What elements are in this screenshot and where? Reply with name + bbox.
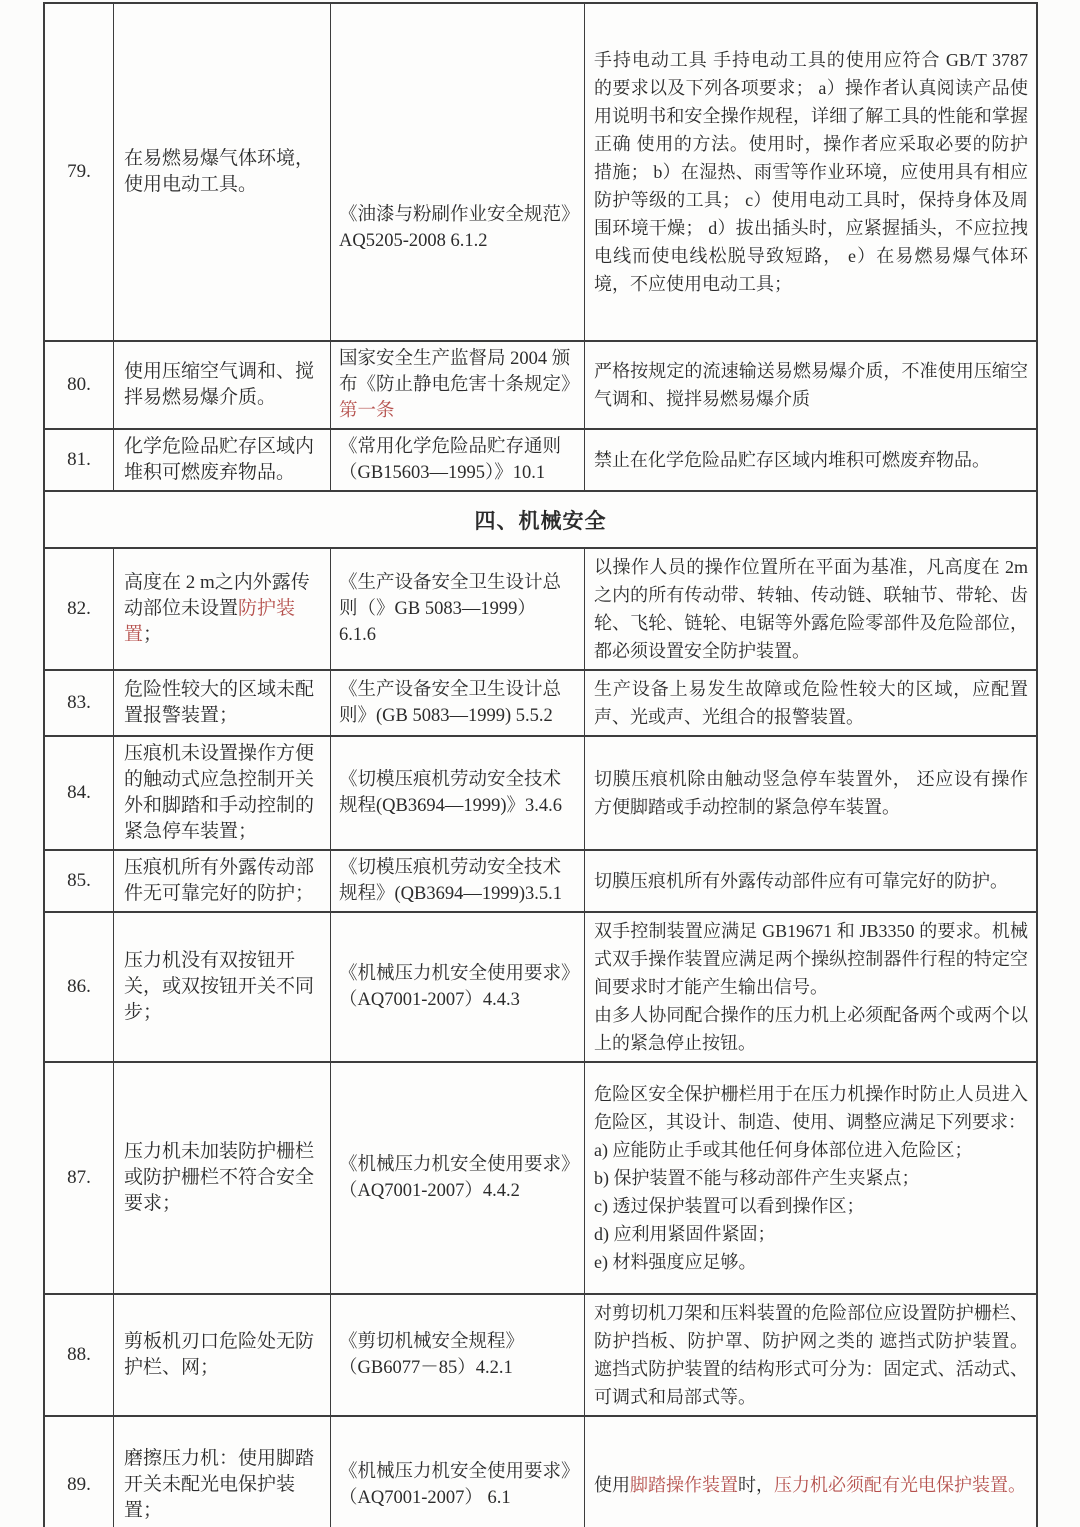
row-number: 79. xyxy=(45,4,114,340)
hazard-description: 高度在 2 m之内外露传动部位未设置防护装置； xyxy=(124,572,310,645)
hazard-description-cell xyxy=(114,671,331,735)
requirement-text: 切膜压痕机除由触动竖急停车装置外， 还应设有操作方便脚踏或手动控制的紧急停车装置。 xyxy=(594,769,1028,817)
standard-reference: 《切模压痕机劳动安全技术规程(QB3694—1999)》3.4.6 xyxy=(339,770,563,816)
standard-reference-cell xyxy=(331,342,585,428)
standard-reference-cell xyxy=(331,4,585,340)
requirement-text: 双手控制装置应满足 GB19671 和 JB3350 的要求。机械式双手操作装置应满足两个操纵控制器件行程的特定空间要求时才能产生输出信号。 由多人协同配合操作的压力机上必须配备两个或两个以上的紧急停止按钮。 xyxy=(594,921,1028,1053)
standard-reference-cell xyxy=(331,430,585,490)
standard-reference: 《机械压力机安全使用要求》（AQ7001-2007）4.4.2 xyxy=(339,1155,571,1201)
requirement-cell xyxy=(585,549,1036,669)
safety-hazard-table xyxy=(43,2,1038,1527)
standard-reference-cell xyxy=(331,737,585,849)
table-row xyxy=(45,342,1036,430)
table-row xyxy=(45,851,1036,913)
row-number: 80. xyxy=(45,342,114,428)
row-number: 84. xyxy=(45,737,114,849)
hazard-description: 剪板机刃口危险处无防护栏、网； xyxy=(124,1331,315,1378)
hazard-description-cell xyxy=(114,342,331,428)
standard-reference: 国家安全生产监督局 2004 颁布《防止静电危害十条规定》第一条 xyxy=(339,349,580,421)
row-number: 89. xyxy=(45,1417,114,1527)
standard-reference-cell xyxy=(331,1063,585,1293)
row-number: 83. xyxy=(45,671,114,735)
standard-reference: 《生产设备安全卫生设计总则》(GB 5083—1999) 5.5.2 xyxy=(339,680,562,726)
standard-reference-cell xyxy=(331,851,585,911)
requirement-cell xyxy=(585,1295,1036,1415)
requirement-cell xyxy=(585,342,1036,428)
table-row xyxy=(45,913,1036,1063)
standard-reference-cell xyxy=(331,671,585,735)
red-highlight-text: 防护装置 xyxy=(124,598,296,645)
section-row xyxy=(45,492,1036,549)
requirement-cell xyxy=(585,1063,1036,1293)
red-highlight-text: 脚踏操作装置 xyxy=(630,1475,738,1495)
requirement-text: 使用脚踏操作装置时，压力机必须配有光电保护装置。 xyxy=(594,1475,1026,1495)
standard-reference: 《机械压力机安全使用要求》（AQ7001-2007）4.4.3 xyxy=(339,964,571,1010)
requirement-text: 严格按规定的流速输送易燃易爆介质，不准使用压缩空气调和、搅拌易燃易爆介质 xyxy=(594,361,1028,409)
hazard-description-cell xyxy=(114,1417,331,1527)
hazard-description: 在易燃易爆气体环境，使用电动工具。 xyxy=(124,148,315,195)
standard-reference: 《剪切机械安全规程》（GB6077－85）4.2.1 xyxy=(339,1332,525,1378)
hazard-description: 使用压缩空气调和、搅拌易燃易爆介质。 xyxy=(124,361,315,408)
hazard-description-cell xyxy=(114,549,331,669)
hazard-description-cell xyxy=(114,4,331,340)
requirement-cell xyxy=(585,737,1036,849)
hazard-description: 压痕机未设置操作方便的触动式应急控制开关外和脚踏和手动控制的紧急停车装置； xyxy=(124,743,315,842)
standard-reference: 《切模压痕机劳动安全技术规程》(QB3694—1999)3.5.1 xyxy=(339,858,563,904)
hazard-description: 危险性较大的区域未配置报警装置； xyxy=(124,679,315,726)
hazard-description: 压力机没有双按钮开关，或双按钮开关不同步； xyxy=(124,950,315,1023)
row-number: 87. xyxy=(45,1063,114,1293)
requirement-text: 对剪切机刀架和压料装置的危险部位应设置防护栅栏、防护挡板、防护罩、防护网之类的 遮挡式防护装置。遮挡式防护装置的结构形式可分为：固定式、活动式、可调式和局部式等。 xyxy=(594,1303,1028,1407)
requirement-cell xyxy=(585,671,1036,735)
requirement-text: 危险区安全保护栅栏用于在压力机操作时防止人员进入危险区，其设计、制造、使用、调整应满足下列要求： a) 应能防止手或其他任何身体部位进入危险区； b) 保护装置不能与移动部件产生夹紧点； c) 透过保护装置可以看到操作区； d) 应利用紧固件紧固； e) 材料强度应足够。 xyxy=(594,1084,1028,1272)
standard-reference: 《油漆与粉刷作业安全规范》AQ5205-2008 6.1.2 xyxy=(339,205,571,251)
red-highlight-text: 第一条 xyxy=(339,401,395,421)
standard-reference-cell xyxy=(331,549,585,669)
requirement-cell xyxy=(585,851,1036,911)
standard-reference: 《常用化学危险品贮存通则（GB15603—1995）》10.1 xyxy=(339,437,562,483)
hazard-description-cell xyxy=(114,851,331,911)
standard-reference: 《机械压力机安全使用要求》（AQ7001-2007） 6.1 xyxy=(339,1462,571,1508)
requirement-text: 以操作人员的操作位置所在平面为基准，凡高度在 2m 之内的所有传动带、转轴、传动链、联轴节、带轮、齿轮、飞轮、链轮、电锯等外露危险零部件及危险部位，都必须设置安全防护装置。 xyxy=(594,557,1028,661)
requirement-cell xyxy=(585,1417,1036,1527)
hazard-description: 化学危险品贮存区域内堆积可燃废弃物品。 xyxy=(124,436,315,483)
row-number: 85. xyxy=(45,851,114,911)
requirement-cell xyxy=(585,913,1036,1061)
standard-reference-cell xyxy=(331,1295,585,1415)
table-row xyxy=(45,430,1036,492)
standard-reference-cell xyxy=(331,913,585,1061)
table-row xyxy=(45,1295,1036,1417)
requirement-cell xyxy=(585,4,1036,340)
requirement-text: 生产设备上易发生故障或危险性较大的区域，应配置声、光或声、光组合的报警装置。 xyxy=(594,679,1028,727)
hazard-description-cell xyxy=(114,737,331,849)
row-number: 81. xyxy=(45,430,114,490)
requirement-text: 手持电动工具 手持电动工具的使用应符合 GB/T 3787 的要求以及下列各项要求； a）操作者认真阅读产品使用说明书和安全操作规程，详细了解工具的性能和掌握正确 使用的方法。使用时，操作者应采取必要的防护措施； b）在湿热、雨雪等作业环境，应使用具有相应防护等级的工具； c）使用电动工具时，保持身体及周围环境干燥； d）拔出插头时，应紧握插头，不应拉拽电线而使电线松脱导致短路， e）在易燃易爆气体环境，不应使用电动工具； xyxy=(594,50,1028,294)
red-highlight-text: 压力机必须配有光电保护装置。 xyxy=(774,1475,1026,1495)
hazard-description: 压力机未加装防护栅栏或防护栅栏不符合安全要求； xyxy=(124,1141,315,1214)
table-row xyxy=(45,671,1036,737)
requirement-text: 禁止在化学危险品贮存区域内堆积可燃废弃物品。 xyxy=(594,450,990,470)
table-row xyxy=(45,549,1036,671)
row-number: 82. xyxy=(45,549,114,669)
hazard-description: 磨擦压力机：使用脚踏开关未配光电保护装置； xyxy=(124,1448,315,1521)
hazard-description-cell xyxy=(114,1063,331,1293)
table-row xyxy=(45,737,1036,851)
hazard-description-cell xyxy=(114,430,331,490)
row-number: 86. xyxy=(45,913,114,1061)
table-row xyxy=(45,1063,1036,1295)
hazard-description-cell xyxy=(114,1295,331,1415)
standard-reference-cell xyxy=(331,1417,585,1527)
requirement-cell xyxy=(585,430,1036,490)
section-header: 四、机械安全 xyxy=(474,508,607,533)
hazard-description-cell xyxy=(114,913,331,1061)
table-row xyxy=(45,1417,1036,1527)
requirement-text: 切膜压痕机所有外露传动部件应有可靠完好的防护。 xyxy=(594,871,1008,891)
row-number: 88. xyxy=(45,1295,114,1415)
table-row xyxy=(45,4,1036,342)
hazard-description: 压痕机所有外露传动部件无可靠完好的防护； xyxy=(124,857,315,904)
standard-reference: 《生产设备安全卫生设计总则（》GB 5083—1999） 6.1.6 xyxy=(339,573,562,645)
